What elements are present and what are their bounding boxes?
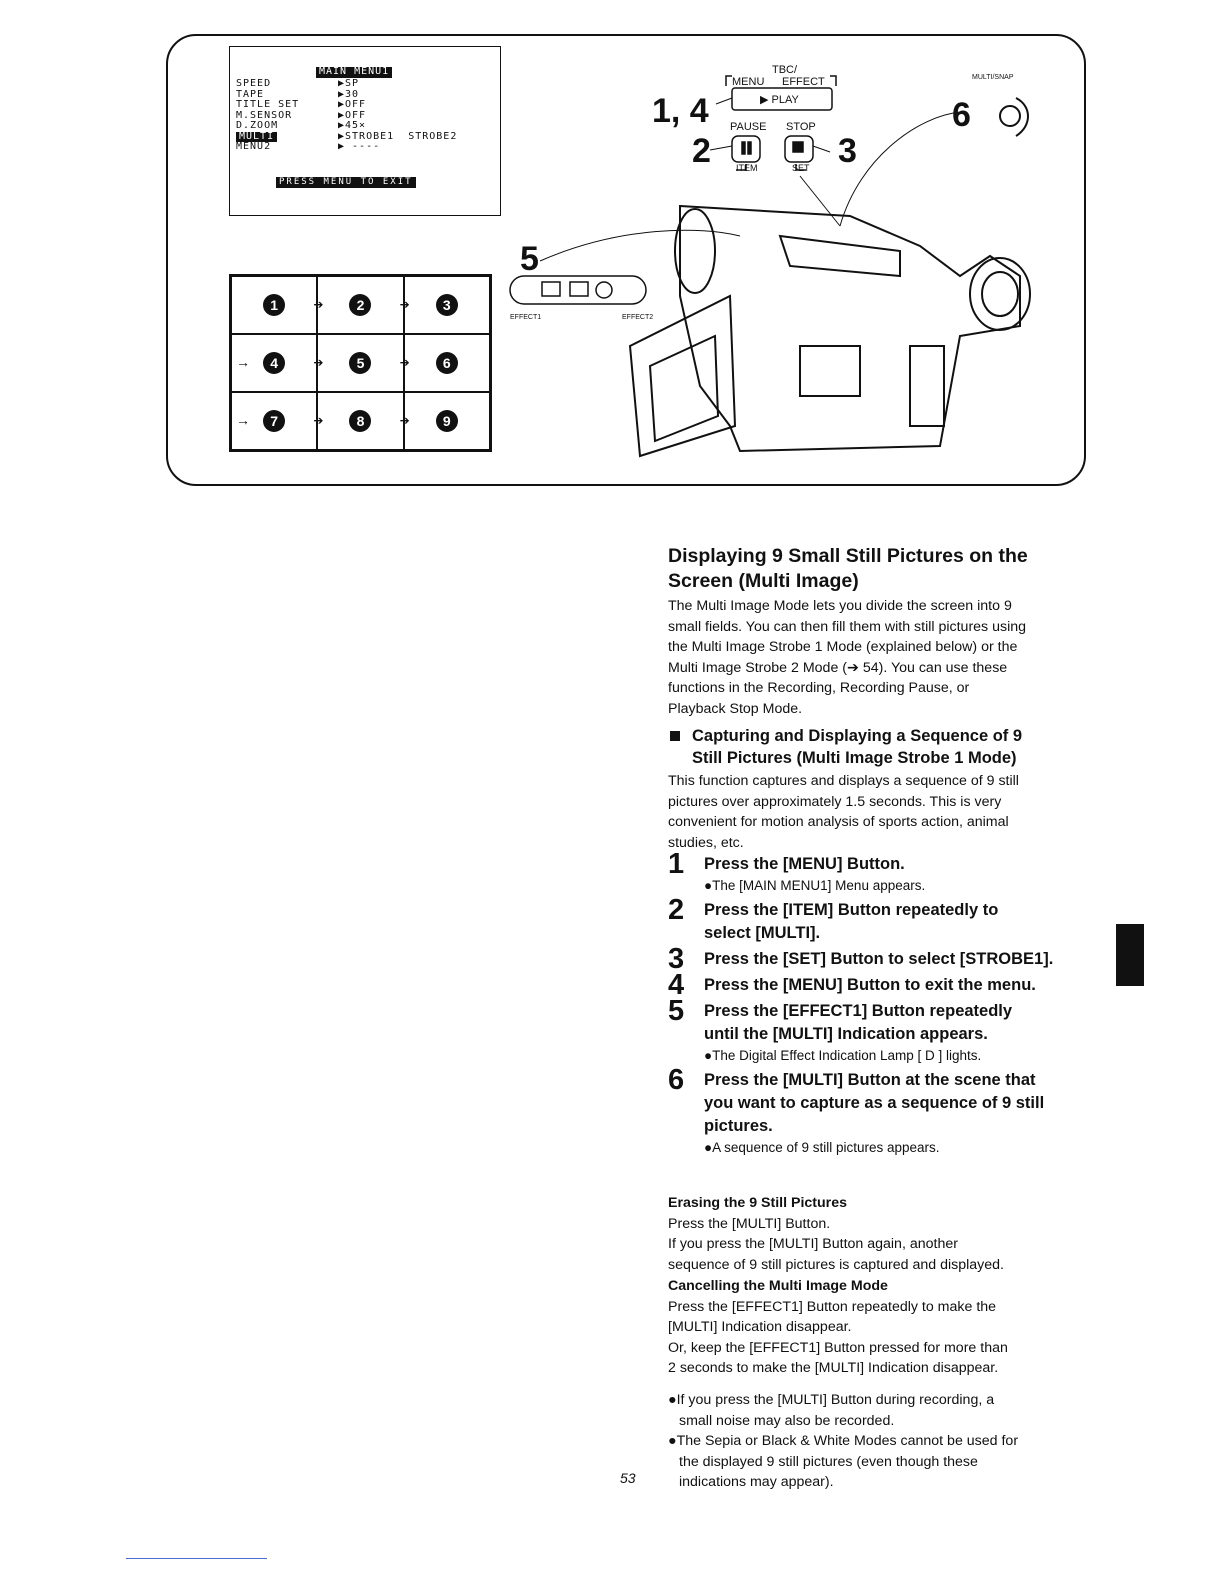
subsection-body: This function captures and displays a sequence of 9 still pictures over approximately 1.5 seconds. This is very convenient for motion analysis of sports action, animal studies, etc. [668,773,1019,851]
note-item: ●If you press the [MULTI] Button during recording, a small noise may also be recorded. [668,1392,995,1429]
menu-row-label: MULTI [236,132,277,143]
label-menu: MENU [732,76,765,88]
callout-1-4: 1, 4 [652,92,709,130]
grid-number: 5 [349,352,371,374]
menu-row-value: ▶ ---- [338,141,381,152]
menu-row-label: SPEED [236,78,272,89]
step-item [668,848,1108,897]
step-text: Press the [MENU] Button. [704,855,905,873]
grid-number: 2 [349,294,371,316]
arrow-icon: ➔ [313,297,324,312]
menu-row-value: ▶STROBE1 STROBE2 [338,130,458,142]
label-effect1: EFFECT1 [510,314,542,321]
label-tbc: TBC/ [772,64,798,76]
arrow-icon: ➔ [399,355,410,370]
notes [668,1390,1098,1493]
callout-2: 2 [692,132,711,170]
grid-number: 9 [436,410,458,432]
menu-row-label: TAPE [236,88,265,100]
menu-row-label: MENU2 [236,141,272,152]
step-number: 1 [668,848,685,880]
step-text: Press the [EFFECT1] Button repeatedly [704,1001,1013,1020]
label-stop: STOP [786,121,816,133]
menu-row-value: ▶45× [338,120,367,131]
label-multi-snap: MULTI/SNAP [972,74,1014,81]
menu-row-label: M.SENSOR [236,109,293,121]
grid-number: 3 [436,294,458,316]
menu-row-label: TITLE SET [236,99,300,110]
menu-row-label: D.ZOOM [236,120,279,131]
label-effect: EFFECT [782,76,825,88]
step-note: ●The [MAIN MENU1] Menu appears. [704,878,926,893]
multi-image-grid [229,274,492,452]
erasing-heading: Erasing the 9 Still Pictures [668,1195,847,1211]
grid-cell [313,392,403,450]
label-item: ITEM [736,163,758,173]
menu-row-value: ▶OFF [338,99,367,110]
grid-cell [231,276,317,334]
arrow-icon: ➔ [399,297,410,312]
menu-title: MAIN MENU1 [316,67,392,78]
erasing-section: Erasing the 9 Still Pictures Press the [MULTI] Button. If you press the [MULTI] Button again, another sequence of 9 still pictures is captured and displayed. [668,1193,1098,1275]
step-number: 5 [668,994,685,1027]
step-item [668,1064,1108,1159]
subsection-heading: Capturing and Displaying a Sequence of 9 Still Pictures (Multi Image Strobe 1 Mode) [668,725,1098,769]
footer-rule [126,1558,267,1559]
menu-screen [229,46,501,216]
step-text: pictures. [704,1117,773,1136]
arrow-icon: ➔ [399,413,410,428]
grid-cell [313,276,403,334]
arrow-icon: ➔ [313,413,324,428]
effect-buttons [510,276,646,304]
arrow-icon: → [236,354,250,371]
step-number: 2 [668,893,685,926]
grid-cell [399,334,490,392]
grid-number: 7 [263,410,285,432]
label-effect2: EFFECT2 [622,314,654,321]
step-text: select [MULTI]. [704,923,821,942]
camcorder-body [630,206,1030,456]
label-pause: PAUSE [730,121,767,133]
step-note: ●The Digital Effect Indication Lamp [ D ] lights. [704,1047,982,1063]
step-item [668,994,1108,1067]
camcorder-illustration [500,46,1090,476]
note-item: ●The Sepia or Black & White Modes cannot be used for the displayed 9 still pictures (even though these indications may appear). [668,1433,1019,1491]
grid-cell [231,334,317,392]
step-item [668,968,1108,1001]
step-text: you want to capture as a sequence of 9 still [704,1094,1045,1113]
grid-number: 1 [263,294,285,316]
menu-row-value: ▶OFF [338,109,367,121]
step-number: 4 [668,968,685,1001]
step-text: Press the [ITEM] Button repeatedly to [704,900,999,919]
chapter-tab [1116,924,1144,986]
section-title: Displaying 9 Small Still Pictures on the Screen (Multi Image) [668,545,1028,592]
label-play: ▶ PLAY [760,94,799,106]
step-text: Press the [SET] Button to select [STROBE1]. [704,949,1054,968]
step-text: Press the [MULTI] Button at the scene that [704,1071,1036,1090]
grid-cell [399,392,490,450]
grid-number: 6 [436,352,458,374]
step-item [668,893,1108,945]
intro-paragraph: The Multi Image Mode lets you divide the screen into 9 small fields. You can then fill them with still pictures using the Multi Image Strobe 1 Mode (explained below) or the Multi Image Strobe 2 Mode (➔ 54). You can use these functions in the Recording, Recording Pause, or Playback Stop Mode. [668,598,1027,717]
step-text: until the [MULTI] Indication appears. [704,1024,988,1043]
step-text: Press the [MENU] Button to exit the menu. [704,975,1036,994]
arrow-icon: → [236,412,250,429]
multi-snap-dial [1000,98,1028,136]
cancel-section: Cancelling the Multi Image Mode Press the [EFFECT1] Button repeatedly to make the [MULTI] Indication disappear. Or, keep the [EFFECT1] Button pressed for more than 2 seconds to make the [MULTI] Indication disappear. [668,1276,1098,1379]
grid-number: 4 [263,352,285,374]
menu-footer: PRESS MENU TO EXIT [276,177,416,188]
menu-row-value: ▶30 [338,88,360,100]
grid-cell [231,392,317,450]
step-number: 3 [668,942,685,975]
callout-3: 3 [838,132,857,170]
arrow-icon: ➔ [313,355,324,370]
grid-number: 8 [349,410,371,432]
callout-6: 6 [952,96,971,134]
step-number: 6 [668,1064,685,1097]
callout-5: 5 [520,240,539,278]
grid-cell [399,276,490,334]
step-item [668,942,1108,975]
step-note: ●A sequence of 9 still pictures appears. [704,1140,940,1156]
label-set: SET [792,163,810,173]
square-bullet-icon [670,731,680,741]
cancel-heading: Cancelling the Multi Image Mode [668,1278,888,1294]
page-number: 53 [620,1470,636,1486]
grid-cell [313,334,403,392]
step-list [668,848,1108,1162]
menu-row-value: ▶SP [338,78,360,89]
